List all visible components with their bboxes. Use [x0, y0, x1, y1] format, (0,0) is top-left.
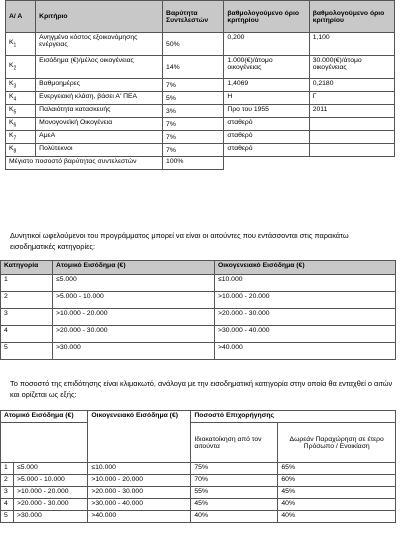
criteria-id-index: 4	[13, 96, 17, 103]
criteria-weight: 7%	[163, 144, 224, 157]
income-personal: >10.000 - 20.000	[53, 309, 215, 326]
criteria-criterion: Πολύτεκνοι	[36, 144, 163, 157]
criteria-min: Η	[224, 92, 309, 105]
subsidy-owner: 55%	[191, 487, 278, 499]
subsidy-category: 2	[1, 475, 14, 487]
header-spacer	[1, 423, 88, 463]
criteria-id	[6, 131, 36, 144]
criteria-max	[309, 118, 394, 131]
criteria-id	[6, 118, 36, 131]
subsidy-category: 4	[1, 499, 14, 511]
criteria-criterion: Ανηγμένο κόστος εξοικονόμησης ενέργειας	[36, 33, 163, 56]
criteria-row	[6, 33, 395, 56]
income-category: 4	[1, 326, 53, 343]
income-row	[1, 292, 396, 309]
subsidy-owner: 40%	[191, 511, 278, 523]
criteria-id	[6, 33, 36, 56]
subsidy-rental: 45%	[278, 487, 396, 499]
criteria-min: σταθερό	[224, 131, 309, 144]
col-header-category: Κατηγορία	[1, 261, 53, 275]
criteria-max: 1,100	[309, 33, 394, 56]
subsidy-personal: >30.000	[14, 511, 88, 523]
subsidy-row	[1, 511, 396, 523]
subsidy-rental: 65%	[278, 463, 396, 475]
subsidy-family: >10.000 - 20.000	[88, 475, 191, 487]
criteria-max: 2011	[309, 105, 394, 118]
criteria-row	[6, 105, 395, 118]
criteria-id-letter: Κ	[9, 119, 14, 127]
criteria-id-index: 8	[13, 148, 17, 155]
income-category: 5	[1, 343, 53, 360]
income-family: ≤10.000	[215, 275, 396, 292]
criteria-id-letter: Κ	[9, 145, 14, 153]
income-category: 3	[1, 309, 53, 326]
subsidy-category: 5	[1, 511, 14, 523]
col-header-personal-income: Ατομικό Εισόδημα (€)	[53, 261, 215, 275]
income-category: 2	[1, 292, 53, 309]
paragraph-eligibility: Δυνητικοί ωφελούμενοι του προγράμματος μπορεί να είναι οι αιτούντες που εντάσσονται στις παρακάτω εισοδηματικές κατηγορίες:	[10, 231, 349, 251]
subsidy-owner: 70%	[191, 475, 278, 487]
col-header-weight: Βαρύτητα Συντελεστών	[163, 1, 224, 33]
income-row	[1, 326, 396, 343]
criteria-max	[309, 131, 394, 144]
criteria-weight: 14%	[163, 56, 224, 79]
criteria-id-index: 5	[13, 109, 17, 116]
criteria-id-letter: Κ	[9, 62, 14, 70]
criteria-max: 0,2180	[309, 79, 394, 92]
income-family: >20.000 - 30.000	[215, 309, 396, 326]
criteria-id-index: 2	[13, 65, 17, 72]
criteria-min: Προ του 1955	[224, 105, 309, 118]
criteria-criterion: Μονογονεϊκή Οικογένεια	[36, 118, 163, 131]
income-family: >10.000 - 20.000	[215, 292, 396, 309]
col-header-subsidy-rate: Ποσοστό Επιχορήγησης	[191, 411, 396, 423]
income-personal: ≤5.000	[53, 275, 215, 292]
subsidy-personal: >20.000 - 30.000	[14, 499, 88, 511]
income-category-table	[0, 260, 396, 360]
criteria-min: σταθερό	[224, 144, 309, 157]
criteria-criterion: ΑμεΑ	[36, 131, 163, 144]
criteria-row	[6, 118, 395, 131]
criteria-table	[5, 0, 395, 170]
criteria-weight: 7%	[163, 131, 224, 144]
col-header-family-income-2: Οικογενειακό Εισόδημα (€)	[88, 411, 191, 463]
subsidy-category: 3	[1, 487, 14, 499]
subsidy-family: >40.000	[88, 511, 191, 523]
col-header-aa: Α/ Α	[6, 1, 36, 33]
subsidy-row	[1, 463, 396, 475]
criteria-criterion: Ενεργειακή κλάση, βάσει Α' ΠΕΑ	[36, 92, 163, 105]
criteria-id-letter: Κ	[9, 39, 14, 47]
criteria-id-index: 3	[13, 83, 17, 90]
subsidy-owner: 45%	[191, 499, 278, 511]
criteria-id-index: 7	[13, 135, 17, 142]
criteria-row	[6, 92, 395, 105]
criteria-criterion: Εισόδημα (€)/μέλος οικογένειας	[36, 56, 163, 79]
col-header-limit-max: βαθμολογούμενο όριο κριτηρίου	[309, 1, 394, 33]
criteria-row	[6, 79, 395, 92]
subsidy-family: >20.000 - 30.000	[88, 487, 191, 499]
criteria-row	[6, 131, 395, 144]
criteria-weight: 5%	[163, 92, 224, 105]
criteria-row	[6, 144, 395, 157]
criteria-min: 1,4069	[224, 79, 309, 92]
subsidy-personal: ≤5.000	[14, 463, 88, 475]
criteria-min: 0,200	[224, 33, 309, 56]
income-family: >40.000	[215, 343, 396, 360]
criteria-row	[6, 56, 395, 79]
subsidy-rental: 40%	[278, 499, 396, 511]
subsidy-family: >30.000 - 40.000	[88, 499, 191, 511]
criteria-id	[6, 144, 36, 157]
subsidy-row	[1, 475, 396, 487]
subsidy-rental: 60%	[278, 475, 396, 487]
criteria-weight: 3%	[163, 105, 224, 118]
total-value: 100%	[163, 157, 224, 170]
criteria-criterion: Βαθμοημέρες	[36, 79, 163, 92]
subsidy-personal: >10.000 - 20.000	[14, 487, 88, 499]
col-header-rental: Δωρεάν Παραχώρηση σε έτερο Πρόσωπο / Ενοικίαση	[278, 423, 396, 463]
criteria-max: Γ	[309, 92, 394, 105]
criteria-id-index: 1	[13, 42, 17, 49]
criteria-min: σταθερό	[224, 118, 309, 131]
income-row	[1, 343, 396, 360]
criteria-weight: 7%	[163, 118, 224, 131]
col-header-criterion: Κριτήριο	[36, 1, 163, 33]
total-label: Μέγιστο ποσοστό βαρύτητας συντελεστών	[6, 157, 163, 170]
income-row	[1, 275, 396, 292]
criteria-id-index: 6	[13, 122, 17, 129]
subsidy-category: 1	[1, 463, 14, 475]
subsidy-rental: 40%	[278, 511, 396, 523]
criteria-max	[309, 144, 394, 157]
income-category: 1	[1, 275, 53, 292]
subsidy-table	[0, 410, 396, 523]
income-row	[1, 309, 396, 326]
criteria-id	[6, 79, 36, 92]
income-family: >30.000 - 40.000	[215, 326, 396, 343]
criteria-id-letter: Κ	[9, 132, 14, 140]
col-header-personal-income-2: Ατομικό Εισόδημα (€)	[1, 411, 88, 423]
income-personal: >30.000	[53, 343, 215, 360]
subsidy-family: ≤10.000	[88, 463, 191, 475]
subsidy-personal: >5.000 - 10.000	[14, 475, 88, 487]
criteria-id	[6, 105, 36, 118]
paragraph-subsidy: Το ποσοστό της επιδότησης είναι κλιμακωτό, ανάλογα με την εισοδηματική κατηγορία στην οποία θα ενταχθεί ο αιτών και ορίζεται ως εξής:	[10, 379, 393, 399]
col-header-family-income: Οικογενειακό Εισόδημα (€)	[215, 261, 396, 275]
criteria-max: 30.000(€)/άτομο οικογένειας	[309, 56, 394, 79]
col-header-owner-occupied: Ιδιοκατοίκηση από τον αιτούντα	[191, 423, 278, 463]
criteria-weight: 50%	[163, 33, 224, 56]
income-personal: >5.000 - 10.000	[53, 292, 215, 309]
criteria-id-letter: Κ	[9, 80, 14, 88]
col-header-limit-min: βαθμολογούμενο όριο κριτηρίου	[224, 1, 309, 33]
criteria-weight: 7%	[163, 79, 224, 92]
income-personal: >20.000 - 30.000	[53, 326, 215, 343]
criteria-criterion: Παλαιότητα κατασκευής	[36, 105, 163, 118]
criteria-id	[6, 56, 36, 79]
subsidy-row	[1, 499, 396, 511]
criteria-id-letter: Κ	[9, 106, 14, 114]
subsidy-row	[1, 487, 396, 499]
criteria-id	[6, 92, 36, 105]
criteria-min: 1.000(€)/άτομο οικογένειας	[224, 56, 309, 79]
subsidy-owner: 75%	[191, 463, 278, 475]
criteria-id-letter: Κ	[9, 93, 14, 101]
